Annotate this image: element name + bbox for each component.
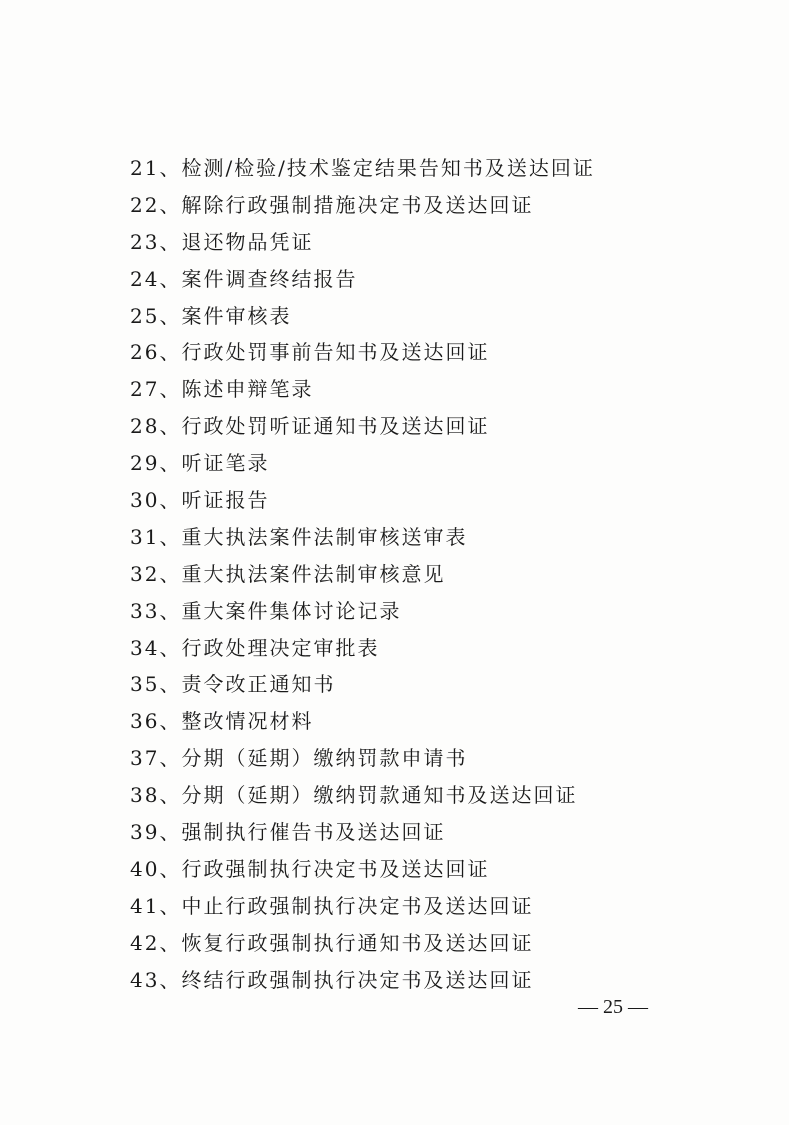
list-item: 36、整改情况材料 — [130, 709, 314, 734]
list-item: 40、行政强制执行决定书及送达回证 — [130, 856, 490, 881]
list-item: 21、检测/检验/技术鉴定结果告知书及送达回证 — [130, 156, 595, 180]
list-item: 34、行政处理决定审批表 — [130, 635, 380, 660]
list-item: 27、陈述申辩笔录 — [130, 377, 314, 402]
list-item: 43、终结行政强制执行决定书及送达回证 — [130, 967, 534, 992]
list-item: 32、重大执法案件法制审核意见 — [130, 561, 446, 586]
list-item: 38、分期（延期）缴纳罚款通知书及送达回证 — [130, 783, 578, 808]
list-item: 30、听证报告 — [130, 488, 270, 513]
page-number: — 25 — — [578, 996, 648, 1018]
list-item: 39、强制执行催告书及送达回证 — [130, 820, 446, 845]
list-item: 28、行政处罚听证通知书及送达回证 — [130, 414, 490, 439]
document-list — [130, 150, 595, 998]
list-item: 35、责令改正通知书 — [130, 672, 336, 697]
list-item: 26、行政处罚事前告知书及送达回证 — [130, 340, 490, 365]
list-item: 42、恢复行政强制执行通知书及送达回证 — [130, 930, 534, 955]
list-item: 37、分期（延期）缴纳罚款申请书 — [130, 746, 468, 771]
list-item: 23、退还物品凭证 — [130, 229, 314, 254]
list-item: 22、解除行政强制措施决定书及送达回证 — [130, 192, 534, 217]
list-item: 31、重大执法案件法制审核送审表 — [130, 524, 468, 549]
list-item: 29、听证笔录 — [130, 451, 270, 476]
list-item: 33、重大案件集体讨论记录 — [130, 598, 402, 623]
list-item: 41、中止行政强制执行决定书及送达回证 — [130, 893, 534, 918]
list-item: 24、案件调查终结报告 — [130, 266, 358, 291]
list-item: 25、案件审核表 — [130, 303, 292, 328]
